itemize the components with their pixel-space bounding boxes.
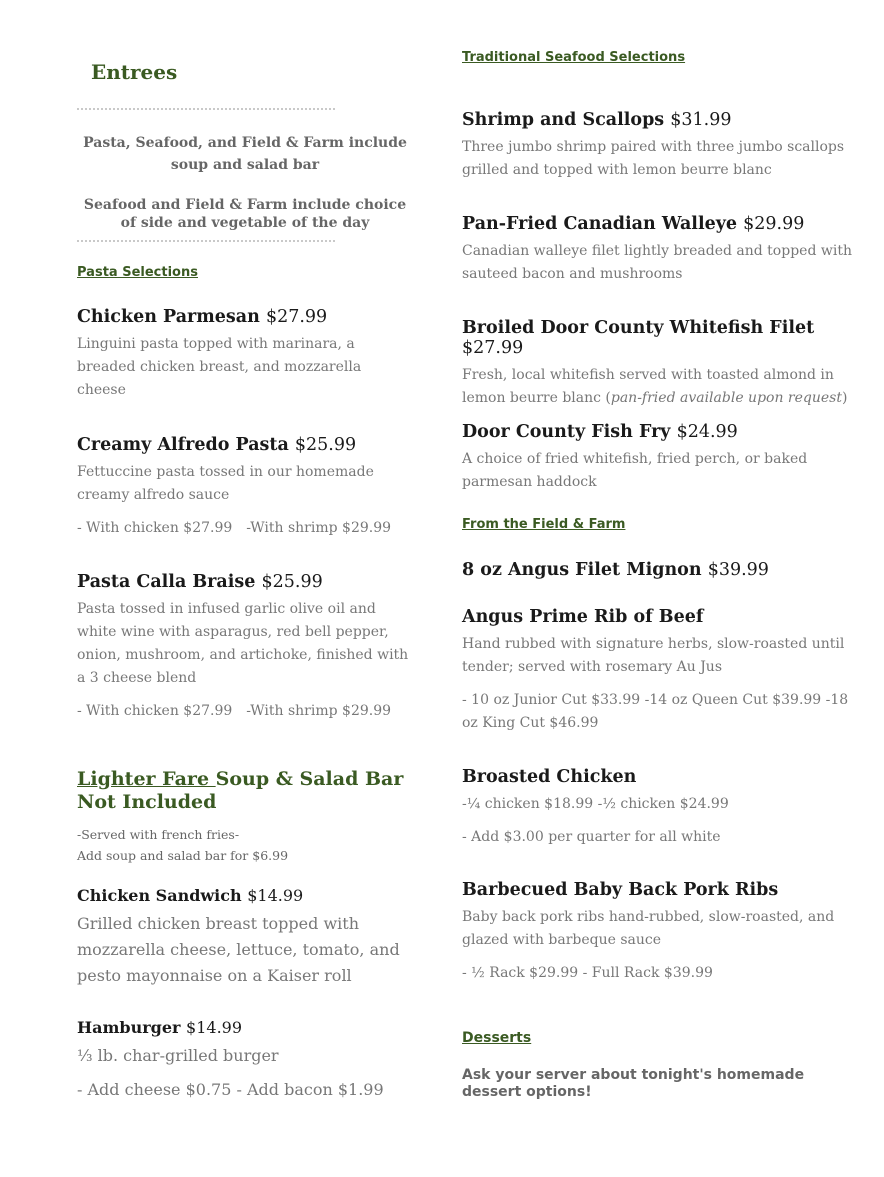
item-description: Linguini pasta topped with marinara, a breaded chicken breast, and mozzarella cheese [77, 336, 362, 398]
menu-item-broiled-whitefish-filet [462, 318, 862, 410]
item-name: Hamburger [77, 1018, 181, 1037]
lighter-note-soup: Add soup and salad bar for $6.99 [77, 848, 289, 863]
item-name: Chicken Parmesan [77, 307, 260, 327]
item-description: Grilled chicken breast topped with mozzarella cheese, lettuce, tomato, and pesto mayonnaise on a Kaiser roll [77, 914, 400, 985]
lighter-fare-subtitle: Soup & Salad Bar Not Included [77, 768, 404, 813]
menu-item-door-county-fish-fry [462, 422, 862, 494]
item-name: Broasted Chicken [462, 767, 637, 787]
seafood-heading: Traditional Seafood Selections [462, 50, 686, 65]
item-description: Canadian walleye filet lightly breaded and topped with sauteed bacon and mushrooms [462, 243, 852, 282]
item-options: - 10 oz Junior Cut $33.99 -14 oz Queen Cut $39.99 -18 oz King Cut $46.99 [462, 692, 849, 731]
item-name: 8 oz Angus Filet Mignon [462, 560, 702, 580]
item-price: $14.99 [186, 1018, 243, 1037]
option-chicken: - With chicken $27.99 [77, 520, 233, 536]
item-description: ⅓ lb. char-grilled burger [77, 1046, 279, 1065]
item-description-text: Fresh, local whitefish served with toasted almond in lemon beurre blanc ( [462, 367, 834, 406]
menu-item-hamburger [77, 1018, 417, 1103]
menu-item-baby-back-ribs [462, 880, 862, 985]
field-farm-heading: From the Field & Farm [462, 517, 626, 532]
item-price: $39.99 [707, 560, 769, 580]
item-name: Creamy Alfredo Pasta [77, 435, 289, 455]
lighter-fare-title: Lighter Fare [77, 768, 216, 790]
item-name: Shrimp and Scallops [462, 110, 665, 130]
item-title [77, 886, 407, 905]
menu-item-pan-fried-canadian-walleye [462, 214, 862, 286]
item-title [462, 607, 862, 627]
decorative-divider [77, 108, 335, 110]
item-title [462, 422, 862, 442]
item-title [462, 110, 862, 130]
item-price: $31.99 [670, 110, 732, 130]
item-options [77, 517, 407, 540]
decorative-divider [77, 240, 335, 242]
item-description: Hand rubbed with signature herbs, slow-roasted until tender; served with rosemary Au Jus [462, 636, 845, 675]
menu-item-broasted-chicken [462, 767, 862, 849]
item-price: $27.99 [462, 338, 524, 358]
item-options: - Add cheese $0.75 - Add bacon $1.99 [77, 1080, 384, 1099]
item-description: A choice of fried whitefish, fried perch, or baked parmesan haddock [462, 451, 808, 490]
item-price: $27.99 [265, 307, 328, 327]
item-title [77, 572, 412, 592]
option-shrimp: -With shrimp $29.99 [246, 520, 392, 536]
item-name: Barbecued Baby Back Pork Ribs [462, 880, 779, 900]
item-options: - Add $3.00 per quarter for all white [462, 829, 721, 845]
item-title [77, 1018, 417, 1037]
item-name: Door County Fish Fry [462, 422, 671, 442]
menu-item-prime-rib [462, 607, 862, 735]
item-title [462, 214, 862, 234]
lighter-fare-heading [77, 768, 422, 814]
menu-item-chicken-sandwich [77, 886, 407, 989]
item-description: Fettuccine pasta tossed in our homemade creamy alfredo sauce [77, 464, 374, 503]
item-name: Pasta Calla Braise [77, 572, 256, 592]
item-options: - ½ Rack $29.99 - Full Rack $39.99 [462, 965, 713, 981]
lighter-fare-notes [77, 824, 288, 866]
item-title [462, 318, 862, 358]
pasta-heading: Pasta Selections [77, 265, 198, 280]
item-price: $25.99 [261, 572, 323, 592]
item-description [462, 364, 862, 410]
entrees-intro-2: Seafood and Field & Farm include choice of side and vegetable of the day [83, 197, 407, 231]
item-title [462, 880, 862, 900]
menu-item-filet-mignon [462, 560, 862, 580]
item-name: Broiled Door County Whitefish Filet [462, 318, 815, 338]
item-description-note: pan-fried available upon request [610, 390, 842, 406]
item-name: Angus Prime Rib of Beef [462, 607, 704, 627]
item-price: $29.99 [743, 214, 805, 234]
item-description: Three jumbo shrimp paired with three jumbo scallops grilled and topped with lemon beurre blanc [462, 139, 845, 178]
item-description-end: ) [841, 390, 848, 406]
lighter-note-fries: -Served with french fries- [77, 827, 240, 842]
item-name: Pan-Fried Canadian Walleye [462, 214, 738, 234]
item-price: $24.99 [676, 422, 738, 442]
item-description: -¼ chicken $18.99 -½ chicken $24.99 [462, 796, 729, 812]
desserts-text: Ask your server about tonight's homemade dessert options! [462, 1067, 805, 1100]
desserts-heading: Desserts [462, 1030, 532, 1046]
item-price: $14.99 [247, 886, 304, 905]
item-title [77, 307, 377, 327]
menu-item-chicken-parmesan [77, 307, 377, 402]
option-shrimp: -With shrimp $29.99 [246, 703, 392, 719]
entrees-title: Entrees [91, 60, 178, 84]
menu-item-shrimp-and-scallops [462, 110, 862, 182]
item-options [77, 700, 412, 723]
item-price: $25.99 [294, 435, 357, 455]
item-description: Pasta tossed in infused garlic olive oil and white wine with asparagus, red bell pepper, onion, mushroom, and artichoke, finished with a 3 cheese blend [77, 601, 409, 686]
option-chicken: - With chicken $27.99 [77, 703, 233, 719]
item-description: Baby back pork ribs hand-rubbed, slow-roasted, and glazed with barbeque sauce [462, 909, 835, 948]
menu-item-pasta-calla-braise [77, 572, 412, 723]
item-name: Chicken Sandwich [77, 886, 242, 905]
item-title [462, 560, 862, 580]
item-title [462, 767, 862, 787]
entrees-intro-1: Pasta, Seafood, and Field & Farm include soup and salad bar [83, 135, 407, 173]
menu-item-creamy-alfredo-pasta [77, 435, 407, 540]
item-title [77, 435, 407, 455]
